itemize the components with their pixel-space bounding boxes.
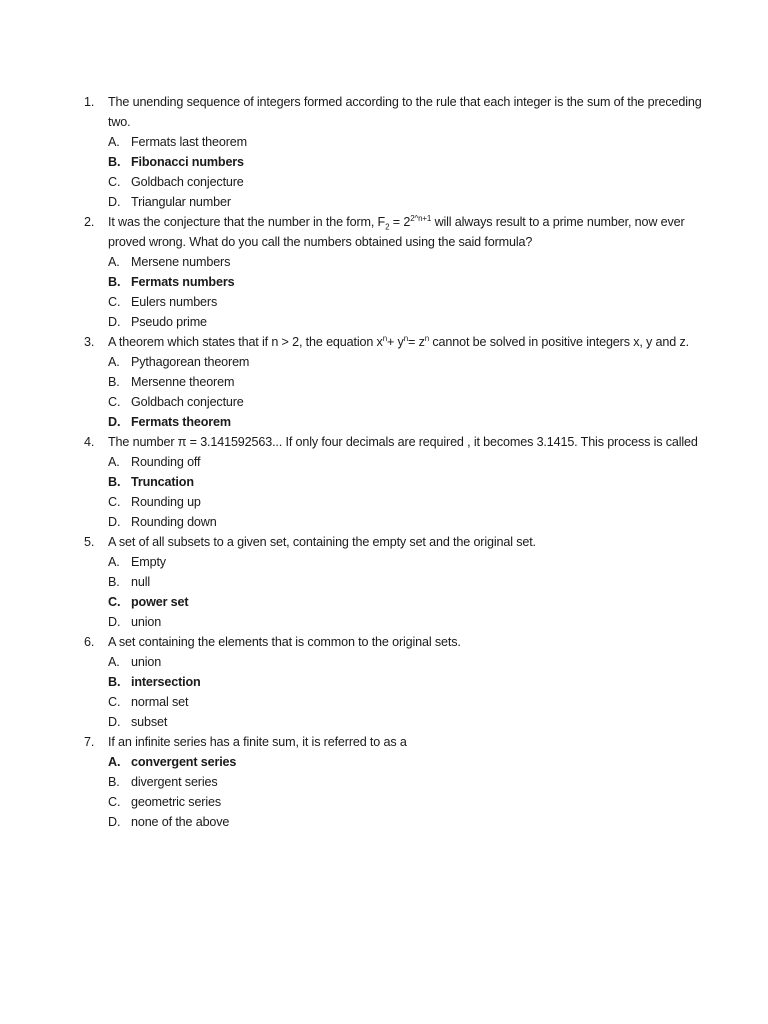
option-a — [84, 752, 724, 772]
option-letter: B. — [108, 475, 121, 489]
subscript: 2 — [385, 222, 390, 232]
option-a — [84, 452, 724, 472]
option-c — [84, 692, 724, 712]
option-text: power set — [131, 595, 189, 609]
option-text: union — [131, 655, 162, 669]
option-c — [84, 172, 724, 192]
option-letter: A. — [108, 135, 120, 149]
option-text: Rounding off — [131, 455, 201, 469]
question-stem — [84, 732, 724, 752]
option-text: null — [131, 575, 151, 589]
option-text: Fermats numbers — [131, 275, 235, 289]
quiz-list — [84, 92, 724, 832]
question-stem — [84, 532, 724, 552]
option-letter: C. — [108, 395, 121, 409]
option-c — [84, 592, 724, 612]
option-letter: D. — [108, 195, 121, 209]
option-text: subset — [131, 715, 168, 729]
option-letter: B. — [108, 375, 120, 389]
question-text: If an infinite series has a finite sum, it is referred to as a — [108, 735, 407, 749]
question-2 — [84, 212, 724, 332]
option-text: intersection — [131, 675, 201, 689]
question-text — [108, 332, 724, 352]
question-3 — [84, 332, 724, 432]
option-c — [84, 792, 724, 812]
option-text: Pythagorean theorem — [131, 355, 250, 369]
option-letter: C. — [108, 695, 121, 709]
option-b — [84, 272, 724, 292]
option-text: Rounding down — [131, 515, 217, 529]
option-text: Fibonacci numbers — [131, 155, 244, 169]
option-text: Empty — [131, 555, 166, 569]
option-d — [84, 312, 724, 332]
question-4 — [84, 432, 724, 532]
option-letter: A. — [108, 755, 121, 769]
option-a — [84, 552, 724, 572]
option-text: Goldbach conjecture — [131, 175, 244, 189]
option-text: Fermats theorem — [131, 415, 231, 429]
option-letter: C. — [108, 295, 121, 309]
question-stem — [84, 432, 724, 452]
option-letter: D. — [108, 715, 121, 729]
question-text-part: It was the conjecture that the number in the form, F — [108, 215, 386, 229]
option-letter: A. — [108, 255, 120, 269]
option-a — [84, 352, 724, 372]
option-letter: A. — [108, 555, 120, 569]
option-letter: A. — [108, 655, 120, 669]
option-d — [84, 712, 724, 732]
question-1 — [84, 92, 724, 212]
option-b — [84, 152, 724, 172]
option-letter: B. — [108, 775, 120, 789]
option-letter: C. — [108, 795, 121, 809]
option-letter: B. — [108, 155, 121, 169]
option-d — [84, 512, 724, 532]
question-stem — [84, 632, 724, 652]
option-a — [84, 652, 724, 672]
option-d — [84, 612, 724, 632]
question-stem — [84, 332, 724, 352]
option-letter: A. — [108, 355, 120, 369]
option-d — [84, 412, 724, 432]
question-stem — [84, 92, 724, 132]
question-text-part: = z — [408, 335, 425, 349]
question-number: 3. — [84, 335, 95, 349]
option-text: Truncation — [131, 475, 194, 489]
question-number: 1. — [84, 95, 95, 109]
option-letter: D. — [108, 315, 121, 329]
option-text: geometric series — [131, 795, 221, 809]
option-b — [84, 572, 724, 592]
option-b — [84, 772, 724, 792]
option-letter: C. — [108, 495, 121, 509]
option-letter: D. — [108, 415, 121, 429]
option-letter: D. — [108, 615, 121, 629]
question-number: 4. — [84, 435, 95, 449]
question-text-part: A theorem which states that if n > 2, the equation x — [108, 335, 383, 349]
option-text: normal set — [131, 695, 189, 709]
question-text-part: cannot be solved in positive integers x, y and z. — [429, 335, 689, 349]
option-b — [84, 472, 724, 492]
question-number: 5. — [84, 535, 95, 549]
option-c — [84, 392, 724, 412]
question-text-part: will always result to a prime number, now ever proved wrong. What do you call the numbers obtained using the said formula? — [108, 215, 685, 249]
option-b — [84, 672, 724, 692]
option-letter: D. — [108, 815, 121, 829]
option-text: none of the above — [131, 815, 230, 829]
option-text: Triangular number — [131, 195, 231, 209]
superscript: n — [382, 333, 387, 343]
question-5 — [84, 532, 724, 632]
option-text: Mersenne theorem — [131, 375, 235, 389]
question-text: A set containing the elements that is common to the original sets. — [108, 635, 461, 649]
option-letter: B. — [108, 575, 120, 589]
option-c — [84, 292, 724, 312]
option-b — [84, 372, 724, 392]
question-7 — [84, 732, 724, 832]
option-c — [84, 492, 724, 512]
option-text: divergent series — [131, 775, 218, 789]
option-letter: C. — [108, 595, 121, 609]
option-letter: D. — [108, 515, 121, 529]
option-letter: B. — [108, 275, 121, 289]
question-text: The number π = 3.141592563... If only four decimals are required , it becomes 3.1415. This process is called — [108, 435, 698, 449]
question-text: The unending sequence of integers formed according to the rule that each integer is the sum of the preceding two. — [108, 95, 702, 129]
option-text: union — [131, 615, 162, 629]
option-d — [84, 812, 724, 832]
option-text: convergent series — [131, 755, 237, 769]
option-text: Pseudo prime — [131, 315, 207, 329]
superscript: n — [403, 333, 409, 343]
question-text-part: + y — [387, 335, 404, 349]
question-text-part: = 2 — [389, 215, 411, 229]
option-d — [84, 192, 724, 212]
superscript: n — [424, 333, 430, 343]
option-text: Rounding up — [131, 495, 201, 509]
question-number: 6. — [84, 635, 95, 649]
option-letter: B. — [108, 675, 121, 689]
option-text: Fermats last theorem — [131, 135, 247, 149]
question-number: 7. — [84, 735, 95, 749]
question-text: A set of all subsets to a given set, containing the empty set and the original set. — [108, 535, 536, 549]
option-letter: A. — [108, 455, 120, 469]
option-text: Mersene numbers — [131, 255, 231, 269]
option-a — [84, 252, 724, 272]
question-6 — [84, 632, 724, 732]
option-a — [84, 132, 724, 152]
option-text: Goldbach conjecture — [131, 395, 244, 409]
question-number: 2. — [84, 215, 95, 229]
question-text — [108, 212, 724, 252]
option-text: Eulers numbers — [131, 295, 218, 309]
superscript: 2^n+1 — [410, 213, 432, 223]
option-letter: C. — [108, 175, 121, 189]
question-stem — [84, 212, 724, 252]
